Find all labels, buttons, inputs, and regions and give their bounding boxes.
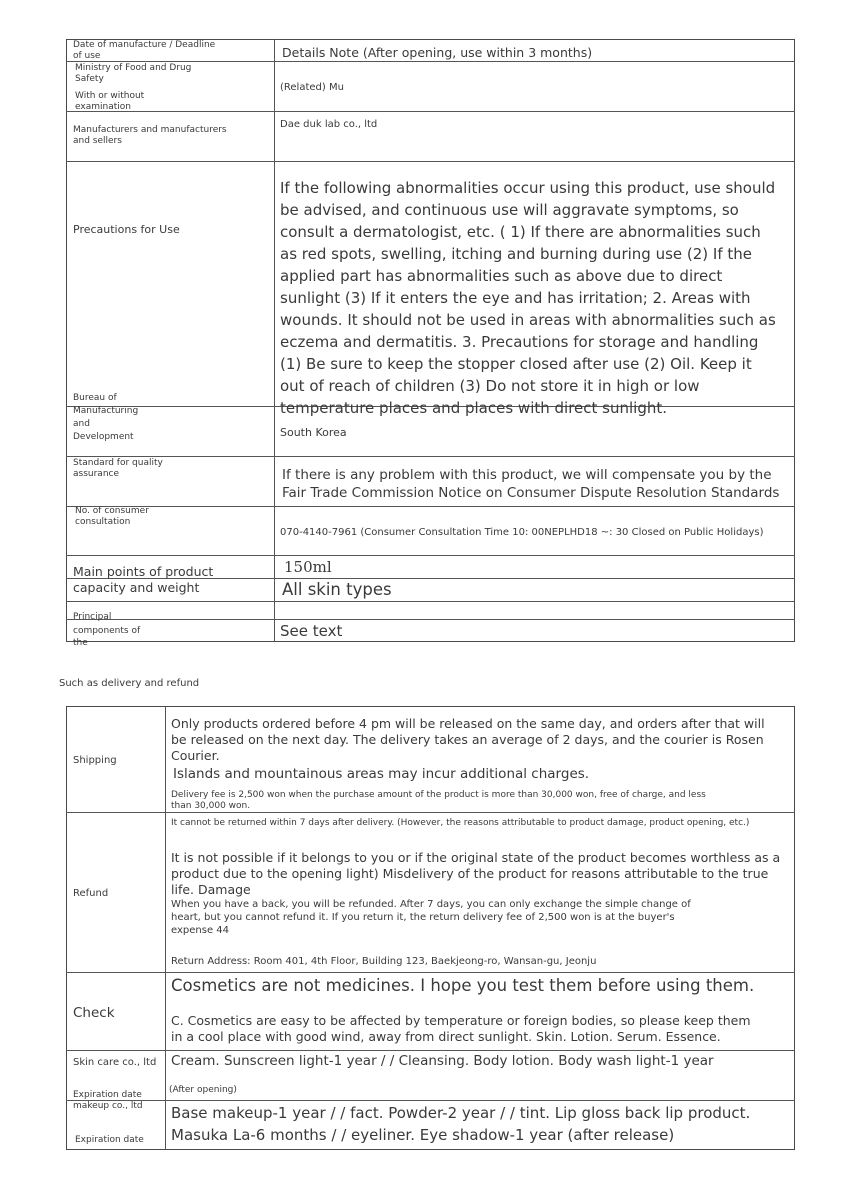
- check-text-2: C. Cosmetics are easy to be affected by temperature or foreign bodies, so please keep them in a cool place with good wind, away from direct sunlight. Skin. Lotion. Serum. Essence.: [171, 1013, 751, 1044]
- row-divider: [66, 161, 795, 162]
- row-divider: [66, 619, 795, 620]
- value-precautions: If the following abnormalities occur using this product, use should be advised, and continuous use will aggravate symptoms, so consult a dermatologist, etc. ( 1) If there are abnormalities such as red spots, swelling, itching and burning during use (2) If the applied part has abnormalities such as above due to direct sunlight (3) If it enters the eye and has irritation; 2. Areas with wounds. It should not be used in areas with abnormalities such as eczema and dermatitis. 3. Precautions for storage and handling (1) Be sure to keep the stopper closed after use (2) Oil. Keep it out of reach of children (3) Do not store it in high or low temperature places and places with direct sunlight.: [280, 179, 776, 417]
- value-examination: (Related) Mu: [280, 82, 344, 93]
- label-expiration-date: Expiration date: [73, 1090, 142, 1100]
- label-refund: Refund: [73, 888, 109, 899]
- value-date-of-manufacture: Details Note (After opening, use within 3 months): [282, 45, 593, 60]
- column-divider: [165, 706, 166, 1150]
- value-quality-assurance: If there is any problem with this product, we will compensate you by the Fair Trade Commission Notice on Consumer Dispute Resolution Standards: [282, 467, 780, 501]
- refund-text-3: When you have a back, you will be refunded. After 7 days, you can only exchange the simple change of heart, but you cannot refund it. If you return it, the return delivery fee of 2,500 won is at the buyer's expense 44: [171, 899, 691, 936]
- label-the: the: [73, 638, 88, 648]
- after-opening-note: (After opening): [169, 1085, 237, 1095]
- shipping-text-1: Only products ordered before 4 pm will be released on the same day, and orders after that will be released on the next day. The delivery takes an average of 2 days, and the courier is Rosen Courier.: [171, 716, 765, 763]
- row-divider: [66, 111, 795, 112]
- value-consumer-consultation: 070-4140-7961 (Consumer Consultation Time 10: 00NEPLHD18 ~: 30 Closed on Public Holidays): [280, 527, 764, 538]
- label-skin-care: Skin care co., ltd: [73, 1057, 157, 1068]
- label-development: Development: [73, 432, 134, 442]
- label-quality-assurance: Standard for quality assurance: [73, 458, 163, 479]
- label-examination: With or without examination: [75, 91, 145, 112]
- shipping-text-3: Delivery fee is 2,500 won when the purchase amount of the product is more than 30,000 won, free of charge, and less than 30,000 won.: [171, 790, 706, 811]
- value-manufacturers: Dae duk lab co., ltd: [280, 119, 378, 130]
- label-makeup: makeup co., ltd: [73, 1101, 143, 1111]
- row-divider: [66, 812, 795, 813]
- row-divider: [66, 506, 795, 507]
- label-and: and: [73, 419, 90, 429]
- value-skin-type: All skin types: [282, 580, 392, 599]
- refund-text-1: It cannot be returned within 7 days after delivery. (However, the reasons attributable to product damage, product opening, etc.): [171, 818, 750, 828]
- label-expiration-date-2: Expiration date: [75, 1135, 144, 1145]
- value-origin: South Korea: [280, 426, 347, 439]
- shipping-text-2: Islands and mountainous areas may incur additional charges.: [173, 766, 590, 782]
- label-manufacturing: Manufacturing: [73, 406, 139, 416]
- label-consumer-consultation: No. of consumer consultation: [75, 506, 149, 527]
- section-title: Such as delivery and refund: [59, 678, 200, 689]
- label-ministry-food-drug: Ministry of Food and Drug Safety: [75, 63, 192, 84]
- row-divider: [66, 972, 795, 973]
- refund-return-address: Return Address: Room 401, 4th Floor, Building 123, Baekjeong-ro, Wansan-gu, Jeonju: [171, 956, 597, 967]
- check-text-1: Cosmetics are not medicines. I hope you test them before using them.: [171, 976, 755, 995]
- label-shipping: Shipping: [73, 755, 117, 766]
- row-divider: [66, 1100, 795, 1101]
- value-capacity: 150ml: [284, 558, 332, 576]
- value-components: See text: [280, 622, 343, 640]
- makeup-value: Base makeup-1 year / / fact. Powder-2 year / / tint. Lip gloss back lip product. Masuka La-6 months / / eyeliner. Eye shadow-1 year (after release): [171, 1104, 751, 1144]
- skin-care-value: Cream. Sunscreen light-1 year / / Cleansing. Body lotion. Body wash light-1 year: [171, 1053, 714, 1069]
- row-divider: [66, 555, 795, 556]
- label-components-of: components of: [73, 626, 141, 636]
- label-principal: Principal: [73, 612, 112, 622]
- label-capacity-weight: Main points of product capacity and weight: [73, 564, 214, 595]
- row-divider: [66, 601, 795, 602]
- label-check: Check: [73, 1005, 115, 1021]
- label-bureau: Bureau of: [73, 393, 117, 403]
- label-manufacturers: Manufacturers and manufacturers and sellers: [73, 125, 227, 146]
- refund-text-2: It is not possible if it belongs to you or if the original state of the product becomes worthless as a product due to the opening light) Misdelivery of the product for reasons attributable to the true life. Damage: [171, 850, 781, 897]
- row-divider: [66, 456, 795, 457]
- column-divider: [274, 39, 275, 642]
- label-date-of-manufacture: Date of manufacture / Deadline of use: [73, 40, 216, 61]
- label-precautions: Precautions for Use: [73, 223, 180, 236]
- row-divider: [66, 1050, 795, 1051]
